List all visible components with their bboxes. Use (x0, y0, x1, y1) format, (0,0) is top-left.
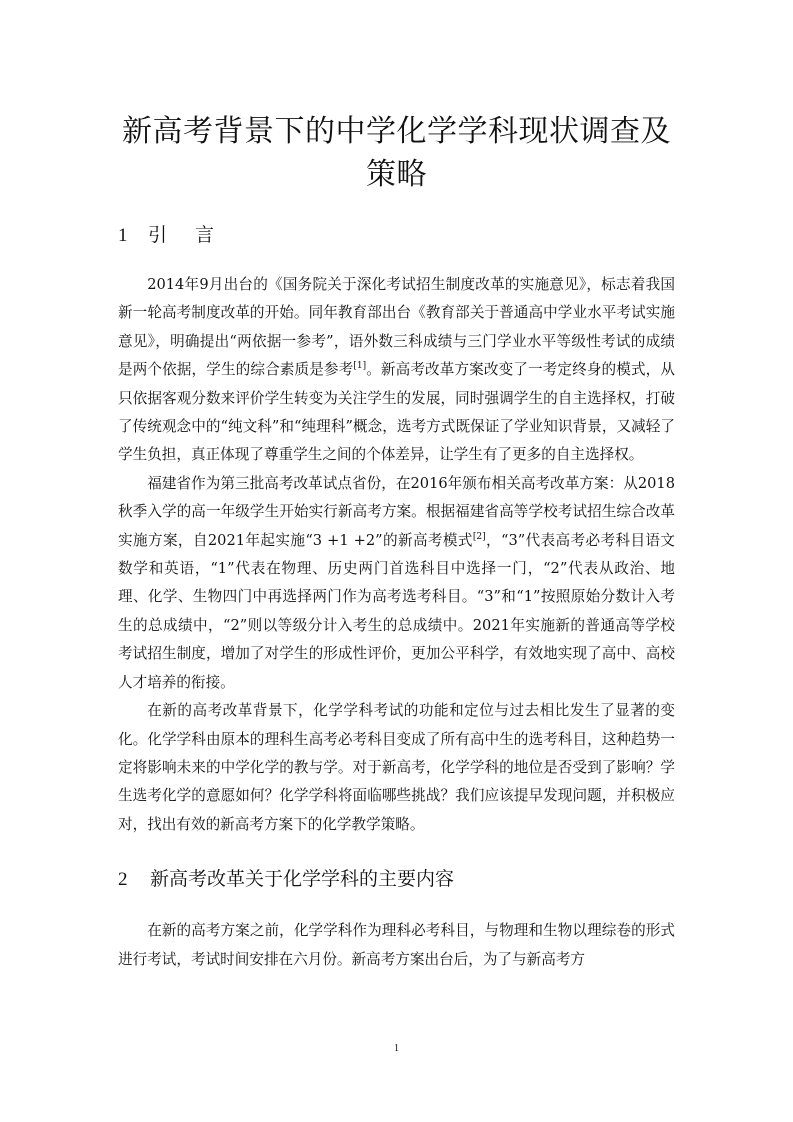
section-number: 2 (118, 869, 128, 891)
section-title: 引言 (148, 224, 243, 246)
section-title: 新高考改革关于化学学科的主要内容 (150, 868, 455, 891)
section-number: 1 (118, 225, 128, 246)
paragraph: 2014年9月出台的《国务院关于深化考试招生制度改革的实施意见》，标志着我国新一轮高考制度改革的开始。同年教育部出台《教育部关于普通高中学业水平考试实施意见》，明确提出“两依据一参考”，语外数三科成绩与三门学业水平等级性考试的成绩是两个依据，学生的综合素质是参考[1]。新高考改革方案改变了一考定终身的模式，从只依据客观分数来评价学生转变为关注学生的发展，同时强调学生的自主选择权，打破了传统观念中的“纯文科”和“纯理科”概念，选考方式既保证了学业知识背景，又减轻了学生负担，真正体现了尊重学生之间的个体差异，让学生有了更多的自主选择权。 (118, 276, 675, 464)
section-body-reform-content (118, 917, 675, 974)
section-heading-introduction (118, 222, 675, 249)
paragraph: 福建省作为第三批高考改革试点省份，在2016年颁布相关高考改革方案：从2018秋季入学的高一年级学生开始实行新高考方案。根据福建省高等学校考试招生综合改革实施方案，自2021年起实施“3 +1 +2”的新高考模式[2]，“3”代表高考必考科目语文数学和英语，“1”代表在物理、历史两门首选科目中选择一门，“2”代表从政治、地理、化学、生物四门中再选择两门作为高考选考科目。“3”和“1”按照原始分数计入考生的总成绩中，“2”则以等级分计入考生的总成绩中。2021年实施新的普通高等学校考试招生制度，增加了对学生的形成性评价，更加公平科学，有效地实现了高中、高校人才培养的衔接。 (118, 474, 675, 691)
section-body-introduction (118, 271, 675, 839)
page-number: 1 (394, 1043, 399, 1054)
paragraph: 在新的高考改革背景下，化学学科考试的功能和定位与过去相比发生了显著的变化。化学学科由原本的理科生高考必考科目变成了所有高中生的选考科目，这种趋势一定将影响未来的中学化学的教与学。对于新高考，化学学科的地位是否受到了影响？学生选考化学的意愿如何？化学学科将面临哪些挑战？我们应该提早发现问题，并积极应对，找出有效的新高考方案下的化学教学策略。 (118, 702, 675, 833)
citation-marker: [2] (472, 531, 486, 542)
citation-marker: [1] (353, 361, 367, 372)
paragraph: 在新的高考方案之前，化学学科作为理科必考科目，与物理和生物以理综卷的形式进行考试，考试时间安排在六月份。新高考方案出台后，为了与新高考方 (118, 922, 675, 968)
section-heading-reform-content (118, 866, 675, 893)
document-title: 新高考背景下的中学化学学科现状调查及策略 (122, 114, 671, 192)
